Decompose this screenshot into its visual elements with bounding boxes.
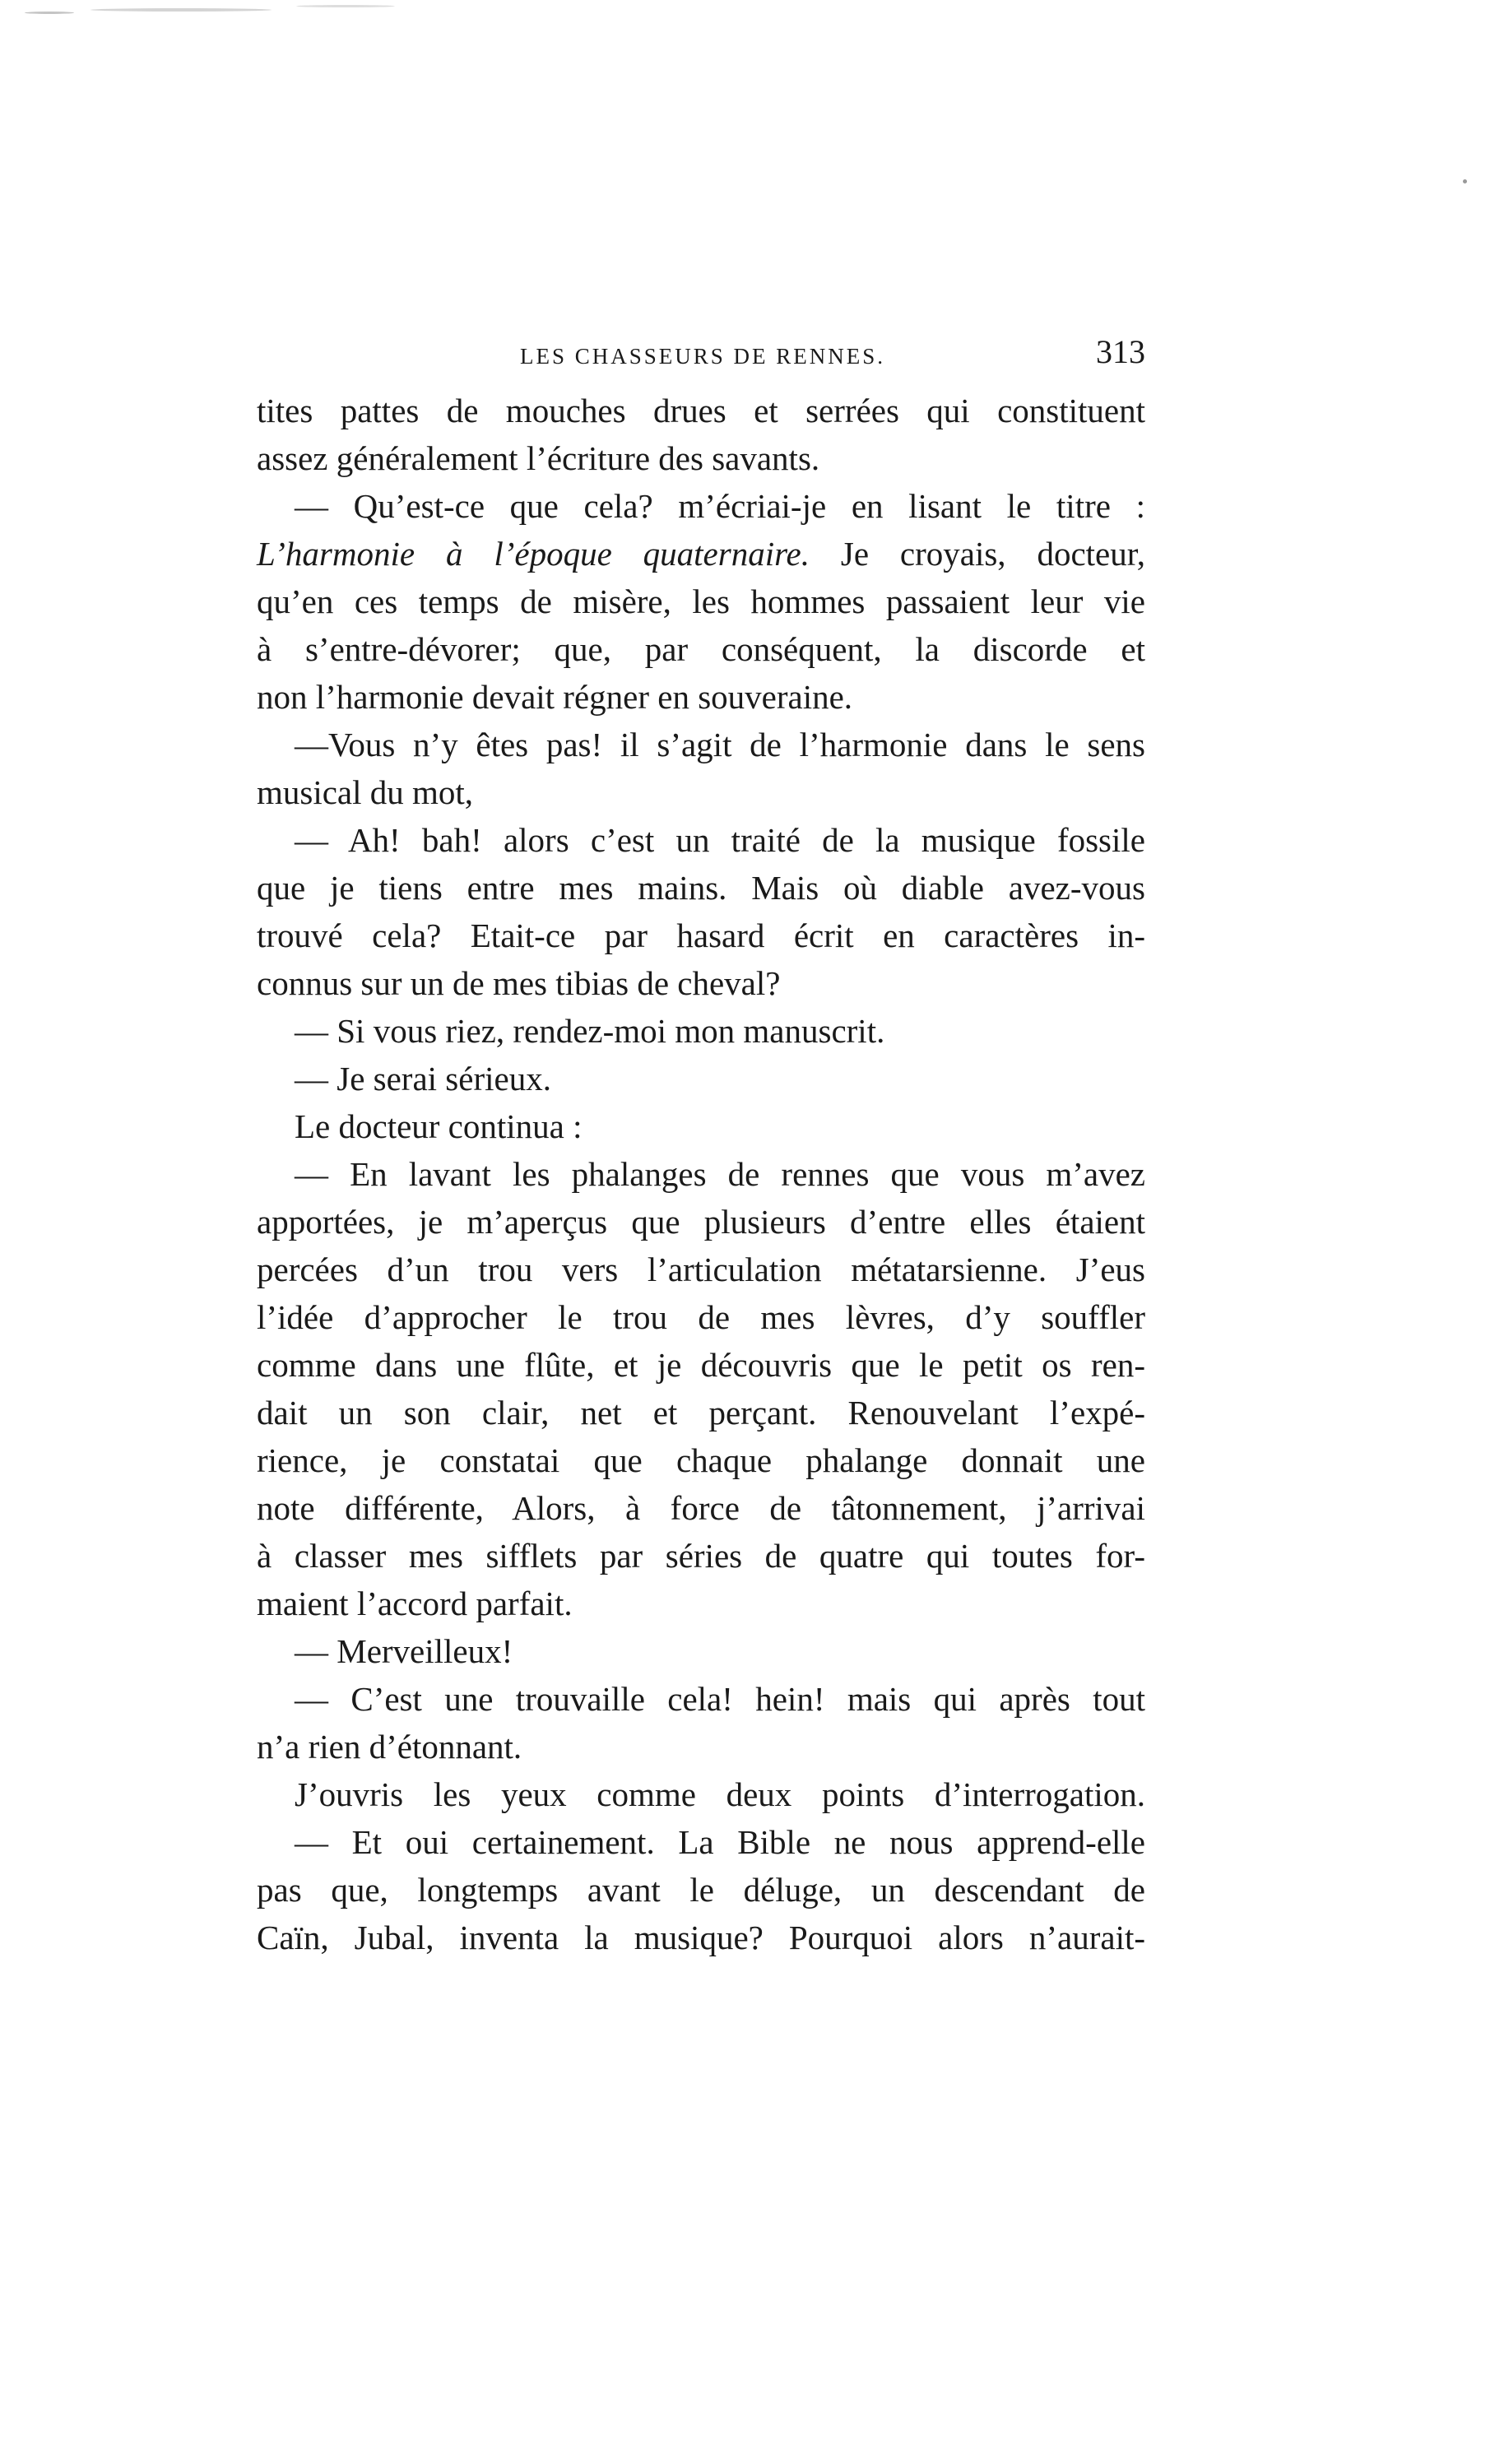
scan-speck [91,8,272,12]
text-line: à s’entre-dévorer; que, par conséquent, la discorde et [257,630,1145,668]
scan-speck [1463,179,1467,183]
text-line: comme dans une flûte, et je découvris que le petit os ren- [257,1346,1145,1384]
text-line: —Vous n’y êtes pas! il s’agit de l’harmonie dans le sens [295,726,1145,763]
text-line: — En lavant les phalanges de rennes que vous m’avez [295,1155,1145,1193]
text-line-rest: Je croyais, docteur, [810,535,1145,573]
text-line: — C’est une trouvaille cela! hein! mais qui après tout [295,1680,1145,1718]
text-line: Le docteur continua : [295,1107,583,1145]
running-title: LES CHASSEURS DE RENNES. [520,344,886,369]
text-line: percées d’un trou vers l’articulation métatarsienne. J’eus [257,1251,1145,1288]
text-line: pas que, longtemps avant le déluge, un descendant de [257,1871,1145,1909]
text-line: note différente, Alors, à force de tâtonnement, j’arrivai [257,1489,1145,1527]
scan-speck [25,12,74,14]
text-line: — Qu’est-ce que cela? m’écriai-je en lisant le titre : [295,487,1145,525]
scan-speck [296,5,395,7]
text-line: — Merveilleux! [295,1632,513,1670]
italic-title: L’harmonie à l’époque quaternaire. [257,535,810,573]
text-line: — Je serai sérieux. [295,1060,551,1097]
page-header [257,332,1145,382]
text-line: musical du mot, [257,773,474,811]
text-line: connus sur un de mes tibias de cheval? [257,964,781,1002]
text-line: J’ouvris les yeux comme deux points d’interrogation. [295,1775,1145,1813]
text-line: — Ah! bah! alors c’est un traité de la musique fossile [295,821,1145,859]
page-number: 313 [1096,333,1145,370]
text-line: assez généralement l’écriture des savants. [257,439,820,477]
text-line: trouvé cela? Etait-ce par hasard écrit en caractères in- [257,916,1145,954]
text-line: rience, je constatai que chaque phalange donnait une [257,1441,1145,1479]
text-line: Caïn, Jubal, inventa la musique? Pourquoi alors n’aurait- [257,1919,1145,1956]
text-line: tites pattes de mouches drues et serrées qui constituent [257,392,1145,429]
text-line: dait un son clair, net et perçant. Renouvelant l’expé- [257,1394,1145,1432]
text-line: — Si vous riez, rendez-moi mon manuscrit. [295,1012,885,1050]
body-text [257,387,1145,1961]
text-line: l’idée d’approcher le trou de mes lèvres, d’y souffler [257,1298,1145,1336]
text-line: qu’en ces temps de misère, les hommes passaient leur vie [257,582,1145,620]
text-line: apportées, je m’aperçus que plusieurs d’entre elles étaient [257,1203,1145,1241]
text-line: — Et oui certainement. La Bible ne nous apprend-elle [295,1823,1145,1861]
text-line-with-italic-title [257,530,1145,578]
text-line: que je tiens entre mes mains. Mais où diable avez-vous [257,869,1145,907]
text-line: n’a rien d’étonnant. [257,1728,522,1766]
text-line: non l’harmonie devait régner en souveraine. [257,678,853,716]
text-line: à classer mes sifflets par séries de quatre qui toutes for- [257,1537,1145,1575]
text-line: maient l’accord parfait. [257,1585,573,1622]
